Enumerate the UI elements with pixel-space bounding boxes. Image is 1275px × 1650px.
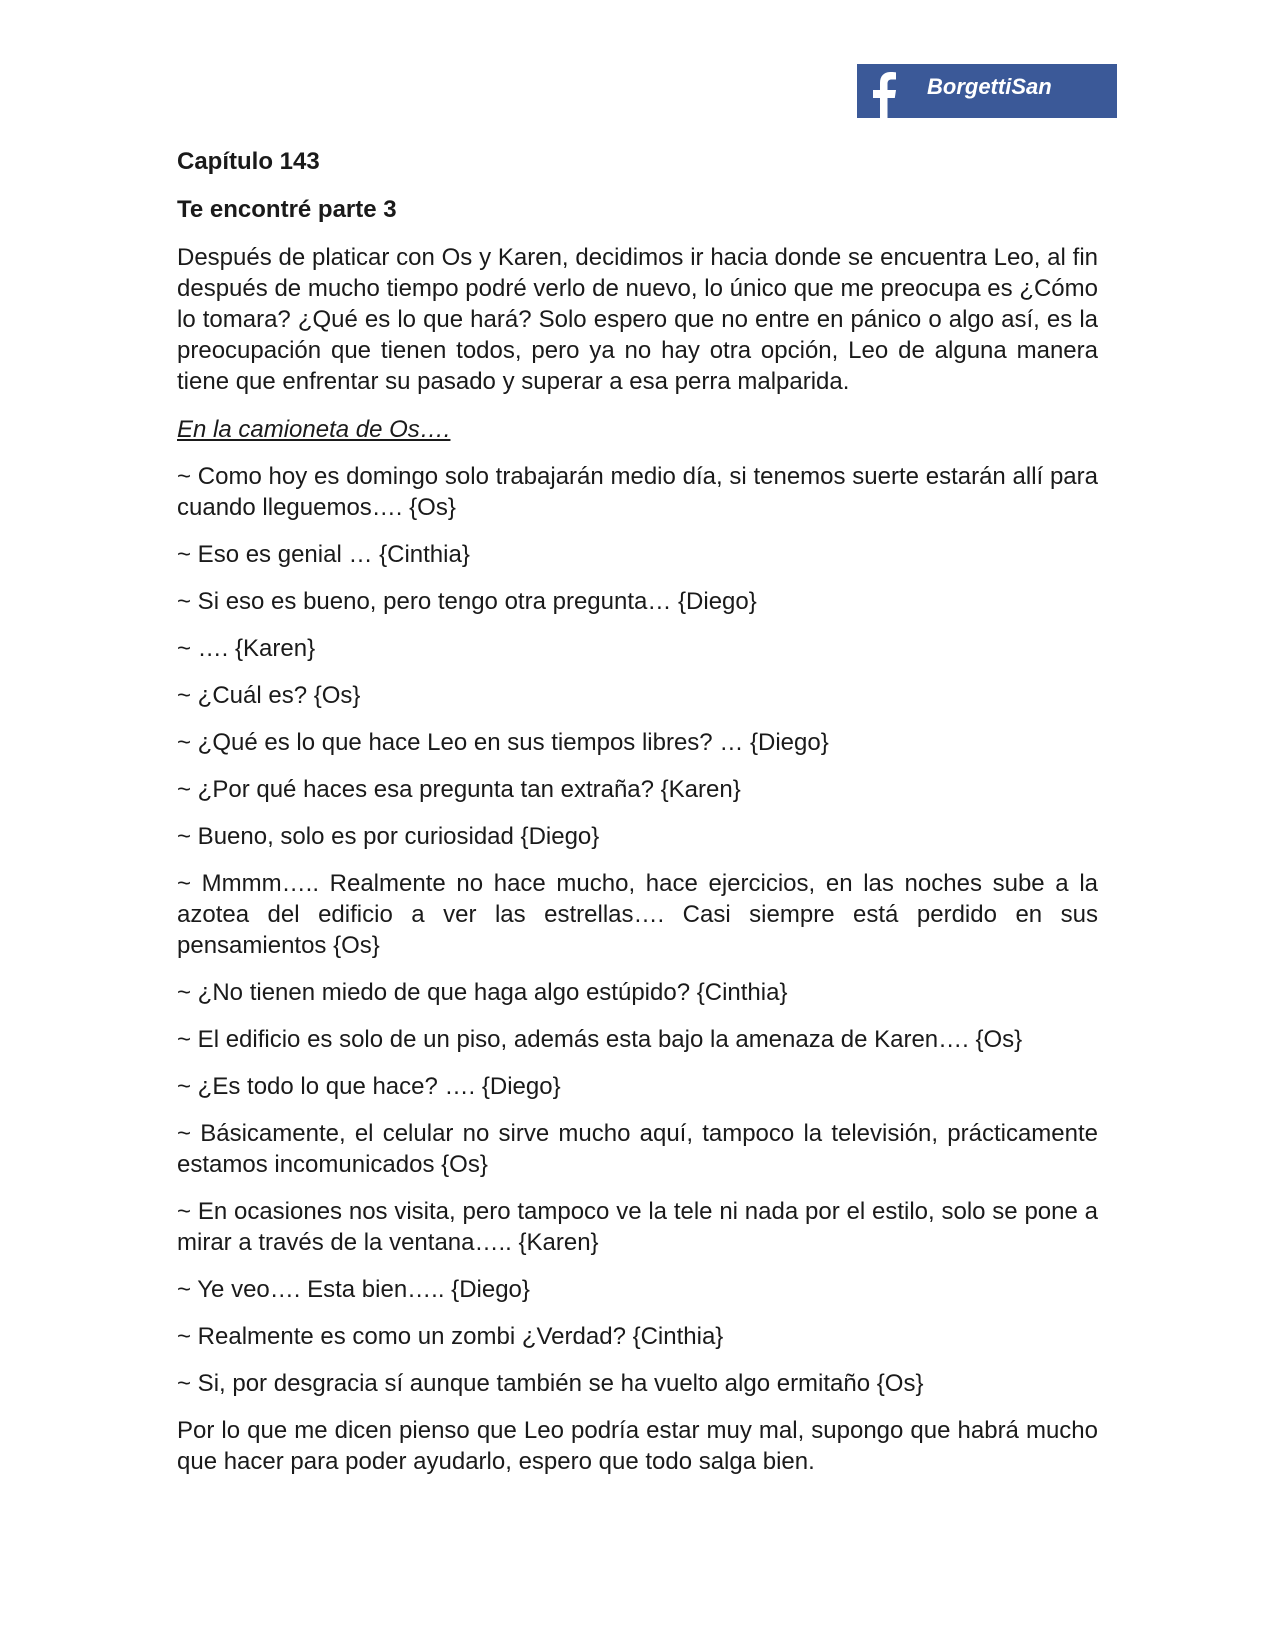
dialogue-line: ~ Realmente es como un zombi ¿Verdad? {Cinthia} [177,1323,724,1350]
intro-paragraph: Después de platicar con Os y Karen, decidimos ir hacia donde se encuentra Leo, al fin después de mucho tiempo podré verlo de nuevo, lo único que me preocupa es ¿Cómo lo tomara? ¿Qué es lo que hará? Solo espero que no entre en pánico o algo así, es la preocupación que tienen todos, pero ya no hay otra opción, Leo de alguna manera tiene que enfrentar su pasado y superar a esa perra malparida. [177,244,1098,395]
dialogue-line: ~ Básicamente, el celular no sirve mucho aquí, tampoco la televisión, prácticamente estamos incomunicados {Os} [177,1120,1098,1178]
dialogue-line: ~ ¿Es todo lo que hace? …. {Diego} [177,1073,561,1100]
dialogue-line: ~ Mmmm….. Realmente no hace mucho, hace ejercicios, en las noches sube a la azotea del edificio a ver las estrellas…. Casi siempre está perdido en sus pensamientos {Os} [177,870,1098,959]
dialogue-line: ~ ¿Cuál es? {Os} [177,682,361,709]
page-name: BorgettiSan [927,74,1052,99]
facebook-badge[interactable] [857,64,1117,118]
dialogue-line: ~ En ocasiones nos visita, pero tampoco ve la tele ni nada por el estilo, solo se pone a mirar a través de la ventana….. {Karen} [177,1198,1098,1256]
facebook-icon-box [857,64,897,118]
scene-heading: En la camioneta de Os…. [177,416,451,443]
dialogue-line: ~ ¿Por qué haces esa pregunta tan extraña? {Karen} [177,776,741,803]
dialogue-line: ~ El edificio es solo de un piso, además esta bajo la amenaza de Karen…. {Os} [177,1026,1023,1053]
dialogue-line: ~ ¿No tienen miedo de que haga algo estúpido? {Cinthia} [177,979,788,1006]
facebook-f-icon [871,70,897,118]
chapter-title: Capítulo 143 [177,148,320,175]
dialogue-line: ~ Si, por desgracia sí aunque también se ha vuelto algo ermitaño {Os} [177,1370,924,1397]
document-body [177,146,1098,1494]
dialogue-line: ~ ¿Qué es lo que hace Leo en sus tiempos libres? … {Diego} [177,729,829,756]
dialogue-line: ~ Ye veo…. Esta bien….. {Diego} [177,1276,530,1303]
dialogue-line: ~ …. {Karen} [177,635,316,662]
chapter-subtitle: Te encontré parte 3 [177,196,397,223]
dialogue-line: ~ Como hoy es domingo solo trabajarán medio día, si tenemos suerte estarán allí para cuando lleguemos…. {Os} [177,463,1098,521]
closing-paragraph: Por lo que me dicen pienso que Leo podría estar muy mal, supongo que habrá mucho que hacer para poder ayudarlo, espero que todo salga bien. [177,1417,1098,1475]
dialogue-line: ~ Eso es genial … {Cinthia} [177,541,470,568]
dialogue-line: ~ Si eso es bueno, pero tengo otra pregunta… {Diego} [177,588,757,615]
dialogue-line: ~ Bueno, solo es por curiosidad {Diego} [177,823,600,850]
